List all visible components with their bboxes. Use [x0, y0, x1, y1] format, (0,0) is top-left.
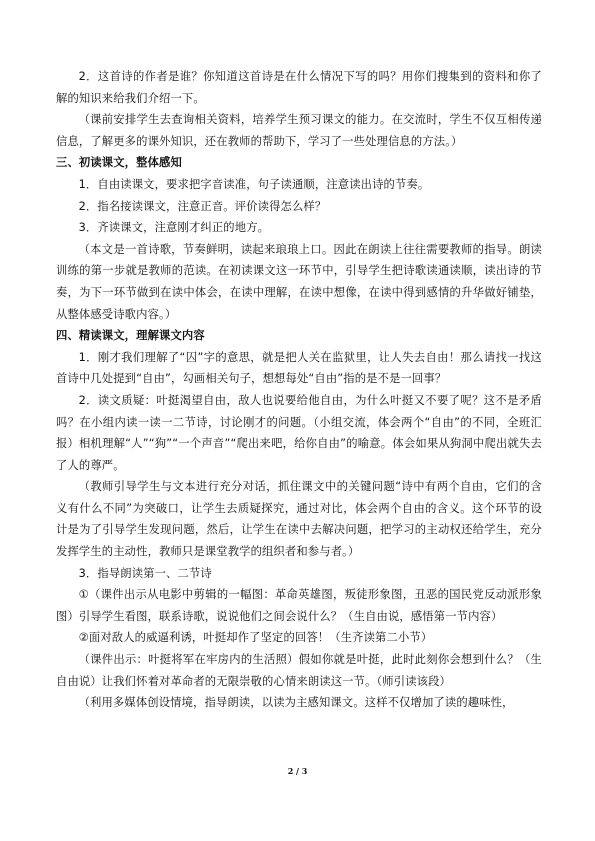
- paragraph-multimedia-note: （利用多媒体创设情境，指导朗读，以读为主感知课文。这样不仅增加了读的趣味性，: [78, 696, 514, 710]
- section-heading-4: 四、精读课文，理解课文内容: [56, 329, 205, 343]
- paragraph-step-1: 1．自由读课文，要求把字音读准，句子读通顺，注意读出诗的节奏。: [78, 177, 430, 191]
- paragraph-photo-activity: （课件出示：叶挺将军在牢房内的生活照）假如你就是叶挺，此时此刻你会想到什么？（生自由说）让我们怀着对革命者的无限崇敬的心情来朗读这一节。（师引读该段）: [56, 653, 542, 688]
- paragraph-note-dialogue: （教师引导学生与文本进行充分对话，抓住课文中的关键问题“诗中有两个自由，它们的含义有什么不同”为突破口，让学生去质疑探究，通过对比，体会两个自由的含义。这个环节的设计是为了引导学生发现问题，然后，让学生在读中去解决问题，把学习的主动权还给学生，充分发挥学生的主动性，教师只是课堂教学的组织者和参与者。）: [56, 480, 542, 559]
- paragraph-step-2: 2．指名接读课文，注意正音。评价读得怎么样？: [78, 199, 327, 213]
- paragraph-image-activity: ①（课件出示从电影中剪辑的一幅图：革命英雄图，叛徒形象图，丑恶的国民党反动派形象图）引导学生看图，联系诗歌，说说他们之间会说什么？（生自由说，感悟第一节内容）: [56, 588, 542, 623]
- paragraph-firm-answer: ②面对敌人的威逼利诱，叶挺却作了坚定的回答！（生齐读第二小节）: [78, 631, 433, 645]
- paragraph-guided-reading: 3．指导朗读第一、二节诗: [78, 566, 212, 580]
- paragraph-freedom-question: 1．刚才我们理解了“囚”字的意思，就是把人关在监狱里，让人失去自由！那么请找一找这首诗中几处提到“自由”，勾画相关句子，想想每处“自由”指的是不是一回事？: [56, 350, 542, 386]
- page-number: 2 / 3: [287, 766, 308, 776]
- paragraph-discussion: 2．读文质疑：叶挺渴望自由，敌人也说要给他自由，为什么叶挺又不要了呢？这不是矛盾吗？在小组内读一读一二节诗，讨论刚才的问题。（小组交流，体会两个“自由”的不同，全班汇报）相机理解“人”“狗”“一个声音”“爬出来吧，给你自由”的喻意。体会如果从狗洞中爬出就失去了人的尊严。: [56, 393, 542, 472]
- document-body: [56, 66, 542, 714]
- paragraph-step-3: 3．齐读课文，注意刚才纠正的地方。: [78, 221, 270, 235]
- paragraph-note-preview: （课前安排学生去查询相关资料，培养学生预习课文的能力。在交流时，学生不仅互相传递信息，了解更多的课外知识，还在教师的帮助下，学习了一些处理信息的方法。）: [56, 113, 542, 148]
- paragraph-note-reading: （本文是一首诗歌，节奏鲜明，读起来琅琅上口。因此在朗读上往往需要教师的指导。朗读训练的第一步就是教师的范读。在初读课文这一环节中，引导学生把诗歌读通读顺，读出诗的节奏，为下一环节做到在读中体会，在读中理解，在读中想像，在读中得到感情的升华做好铺垫，从整体感受诗歌内容。）: [56, 242, 542, 321]
- paragraph-question-author: 2．这首诗的作者是谁？你知道这首诗是在什么情况下写的吗？用你们搜集到的资料和你了解的知识来给我们介绍一下。: [56, 70, 542, 105]
- section-heading-3: 三、初读课文，整体感知: [56, 156, 182, 170]
